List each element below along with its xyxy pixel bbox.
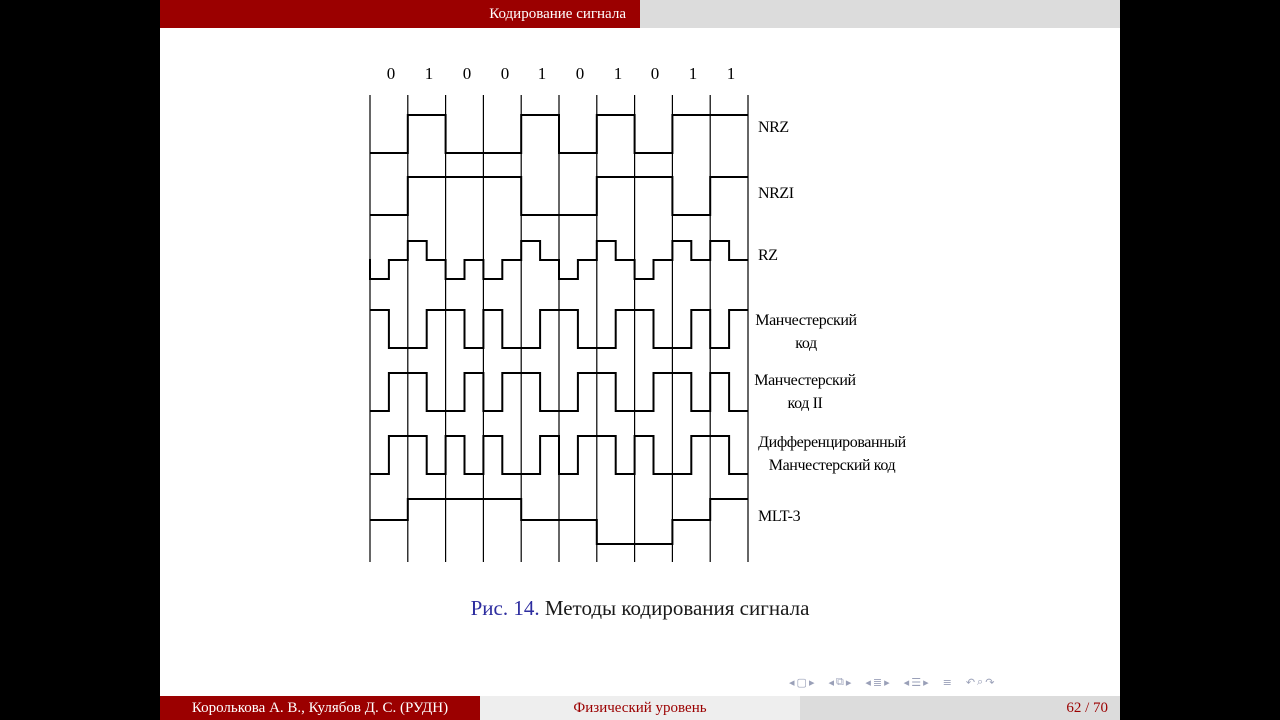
- align-icon[interactable]: ≡: [942, 675, 952, 689]
- bit-label: 1: [726, 64, 736, 83]
- encoding-diagram: [160, 0, 1120, 600]
- footer-section-bar: [480, 696, 800, 720]
- nav-next-icon[interactable]: ▸: [845, 675, 852, 689]
- bit-label: 1: [688, 64, 698, 83]
- nav-prev-icon[interactable]: ◂: [903, 675, 910, 689]
- section-icon[interactable]: ≣: [872, 675, 883, 689]
- figure-number: Рис. 14.: [470, 596, 540, 620]
- signal-label-line: Манчестерский: [754, 372, 856, 389]
- signal-label-line: NRZ: [758, 119, 789, 136]
- nav-prev-icon[interactable]: ◂: [828, 675, 834, 689]
- signal-label-line: MLT-3: [758, 508, 801, 525]
- bit-label: 0: [650, 64, 660, 83]
- nav-next-icon[interactable]: ▸: [808, 675, 815, 689]
- footer-page-bar: [800, 696, 1120, 720]
- bit-label: 0: [462, 64, 472, 83]
- bit-label: 1: [613, 64, 623, 83]
- frame-icon[interactable]: ▢: [796, 675, 807, 689]
- footer-section: Физический уровень: [573, 699, 707, 716]
- search-icon[interactable]: ⌕: [977, 675, 984, 688]
- signal-label-line: NRZI: [758, 185, 794, 202]
- signal-label-nrzi: [758, 185, 794, 203]
- page-number: 62 / 70: [1066, 699, 1108, 716]
- diff-manchester-waveform: [370, 436, 748, 474]
- header-title: Кодирование сигнала: [489, 5, 626, 22]
- figure-caption-text: Методы кодирования сигнала: [544, 596, 810, 620]
- signal-label-manchester-2: [749, 369, 861, 415]
- outline-icon[interactable]: ☰: [911, 675, 922, 689]
- redo-icon[interactable]: ↷: [985, 675, 995, 689]
- subsection-icon[interactable]: ⧉: [836, 675, 844, 688]
- figure-caption: [160, 596, 1120, 621]
- footer-authors-bar: [160, 696, 480, 720]
- bit-label: 0: [575, 64, 585, 83]
- footer: [160, 696, 1120, 720]
- footer-authors: Королькова А. В., Кулябов Д. С. (РУДН): [191, 699, 449, 716]
- bit-label: 0: [500, 64, 510, 83]
- bit-label: 1: [424, 64, 434, 83]
- nav-next-icon[interactable]: ▸: [923, 675, 929, 689]
- bit-label: 0: [386, 64, 396, 83]
- signal-label-rz: [758, 247, 778, 265]
- nav-prev-icon[interactable]: ◂: [789, 675, 795, 689]
- waveforms-svg: [160, 0, 1120, 600]
- undo-icon[interactable]: ↶: [965, 675, 976, 689]
- slide: [160, 0, 1120, 720]
- signal-label-mlt3: [758, 508, 800, 526]
- signal-label-diff-manchester: [752, 431, 912, 477]
- signal-label-line: код II: [787, 395, 823, 412]
- signal-label-line: Дифференцированный: [758, 434, 906, 451]
- signal-label-nrz: [758, 119, 789, 137]
- signal-label-line: код: [795, 335, 817, 352]
- signal-label-line: Манчестерский код: [768, 457, 896, 474]
- beamer-navigation: [788, 673, 995, 691]
- nrz-waveform: [370, 115, 748, 153]
- nav-next-icon[interactable]: ▸: [884, 675, 890, 689]
- signal-label-line: RZ: [758, 247, 778, 264]
- nav-prev-icon[interactable]: ◂: [865, 675, 871, 689]
- bit-label: 1: [537, 64, 547, 83]
- signal-label-manchester: [750, 309, 862, 355]
- signal-label-line: Манчестерский: [755, 312, 857, 329]
